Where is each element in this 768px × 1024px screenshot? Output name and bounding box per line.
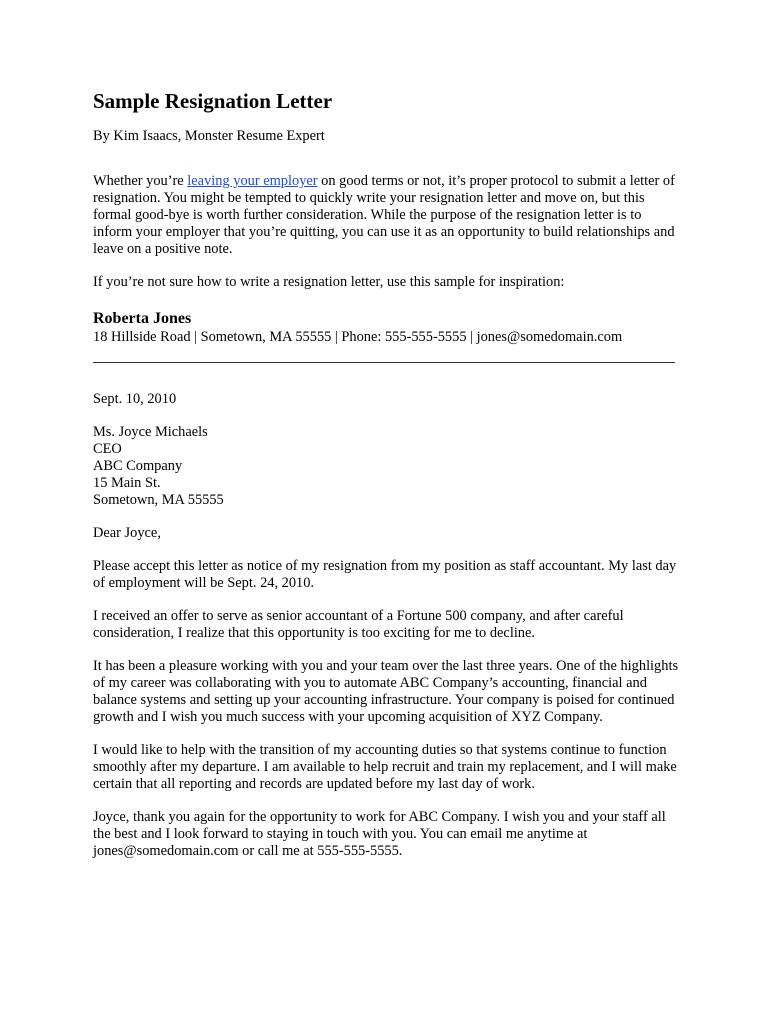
recipient-title: CEO [93, 441, 122, 457]
intro-text-before-link: Whether you’re [93, 173, 188, 189]
intro-paragraph-2: If you’re not sure how to write a resignation letter, use this sample for inspiration: [93, 274, 565, 290]
recipient-city: Sometown, MA 55555 [93, 492, 224, 508]
letterhead-divider [93, 362, 675, 363]
leaving-employer-link[interactable]: leaving your employer [187, 173, 318, 189]
recipient-company: ABC Company [93, 458, 183, 474]
recipient-name: Ms. Joyce Michaels [93, 424, 208, 440]
letter-paragraph: Joyce, thank you again for the opportunity to work for ABC Company. I wish you and your staff all the best and I look forward to staying in touch with you. You can email me anytime at jones@somedomain.com or call me at 555-555-5555. [93, 809, 666, 859]
sender-contact: 18 Hillside Road | Sometown, MA 55555 | Phone: 555-555-5555 | jones@somedomain.com [93, 329, 623, 345]
byline: By Kim Isaacs, Monster Resume Expert [93, 128, 325, 144]
salutation: Dear Joyce, [93, 525, 161, 541]
letter-paragraph: It has been a pleasure working with you and your team over the last three years. One of the highlights of my career was collaborating with you to automate ABC Company’s accounting, financial and balance systems and setting up your accounting infrastructure. Your company is poised for continued growth and I wish you much success with your upcoming acquisition of XYZ Company. [93, 658, 679, 725]
letter-paragraph: I received an offer to serve as senior accountant of a Fortune 500 company, and after careful consideration, I realize that this opportunity is too exciting for me to decline. [93, 608, 624, 641]
sender-name: Roberta Jones [93, 310, 192, 327]
intro-paragraph [93, 173, 683, 258]
recipient-street: 15 Main St. [93, 475, 161, 491]
document-title: Sample Resignation Letter [93, 89, 333, 113]
document-page [93, 88, 683, 876]
letter-paragraph: Please accept this letter as notice of my resignation from my position as staff accountant. My last day of employment will be Sept. 24, 2010. [93, 558, 677, 591]
letter-date: Sept. 10, 2010 [93, 391, 177, 407]
recipient-address [93, 424, 683, 509]
letter-paragraph: I would like to help with the transition of my accounting duties so that systems continue to function smoothly after my departure. I am available to help recruit and train my replacement, and I will make certain that all reporting and records are updated before my last day of work. [93, 742, 677, 792]
intro-text-after-link: on good terms or not, it’s proper protocol to submit a letter of resignation. You might be tempted to quickly write your resignation letter and move on, but this formal good-bye is worth further consideration. While the purpose of the resignation letter is to inform your employer that you’re quitting, you can use it as an opportunity to build relationships and leave on a positive note. [93, 173, 675, 257]
